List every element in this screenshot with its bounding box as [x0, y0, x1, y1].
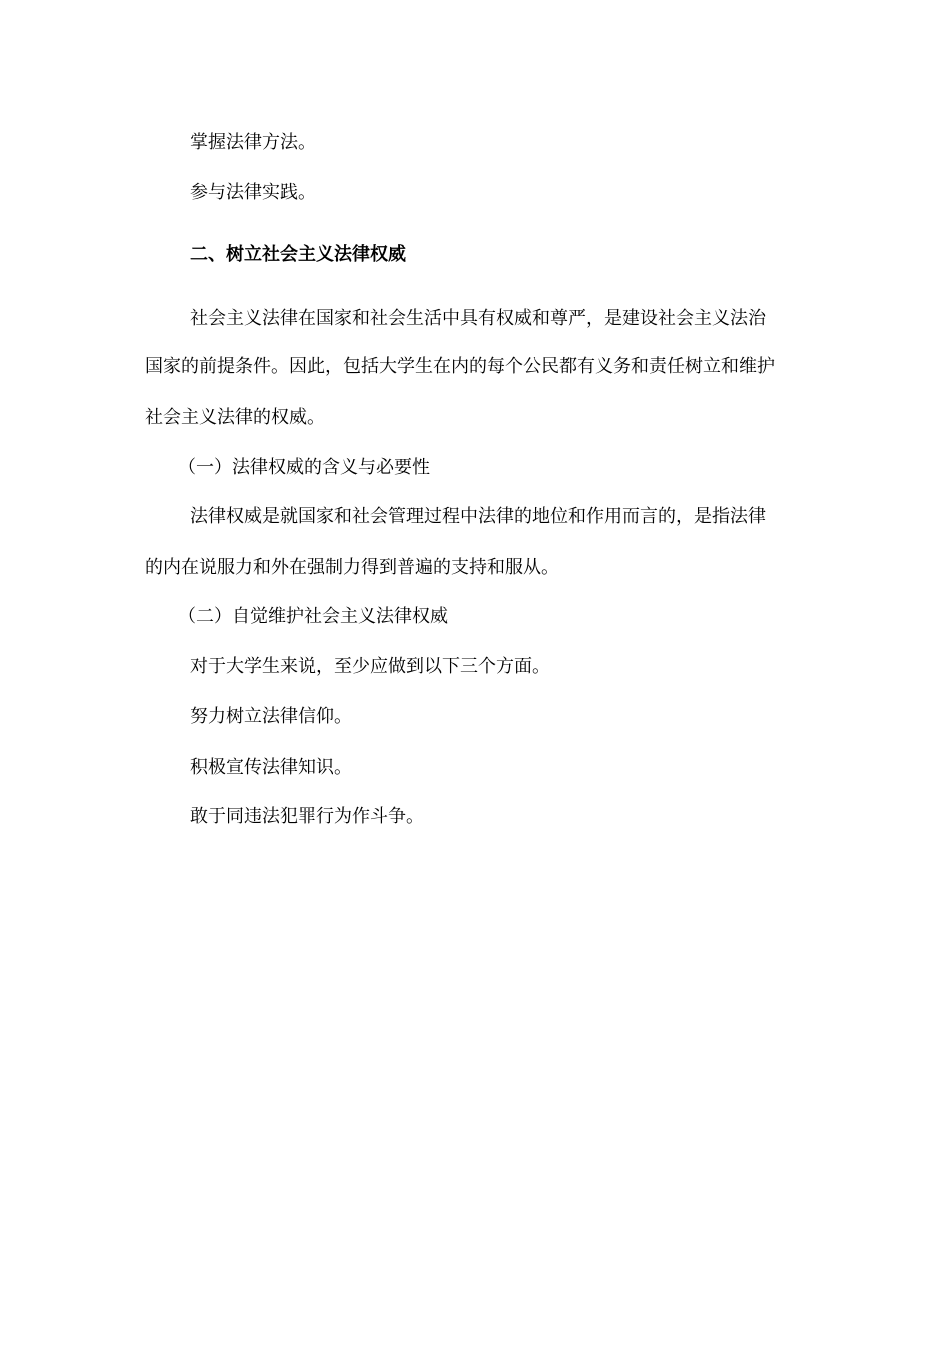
subsection-heading: （一）法律权威的含义与必要性	[178, 457, 430, 478]
section-heading: 二、树立社会主义法律权威	[190, 244, 406, 265]
body-text-line: 法律权威是就国家和社会管理过程中法律的地位和作用而言的，是指法律	[190, 506, 766, 527]
body-text-line: 国家的前提条件。因此，包括大学生在内的每个公民都有义务和责任树立和维护	[145, 356, 775, 377]
list-item: 敢于同违法犯罪行为作斗争。	[190, 806, 424, 827]
body-text-line: 社会主义法律在国家和社会生活中具有权威和尊严，是建设社会主义法治	[190, 308, 766, 329]
paragraph-master-legal-methods: 掌握法律方法。	[190, 132, 316, 153]
body-text-line: 的内在说服力和外在强制力得到普遍的支持和服从。	[145, 557, 559, 578]
list-item: 努力树立法律信仰。	[190, 706, 352, 727]
list-item: 积极宣传法律知识。	[190, 757, 352, 778]
paragraph-legal-practice: 参与法律实践。	[190, 182, 316, 203]
subsection-heading: （二）自觉维护社会主义法律权威	[178, 606, 448, 627]
body-text-line: 对于大学生来说，至少应做到以下三个方面。	[190, 656, 550, 677]
body-text-line: 社会主义法律的权威。	[145, 407, 325, 428]
